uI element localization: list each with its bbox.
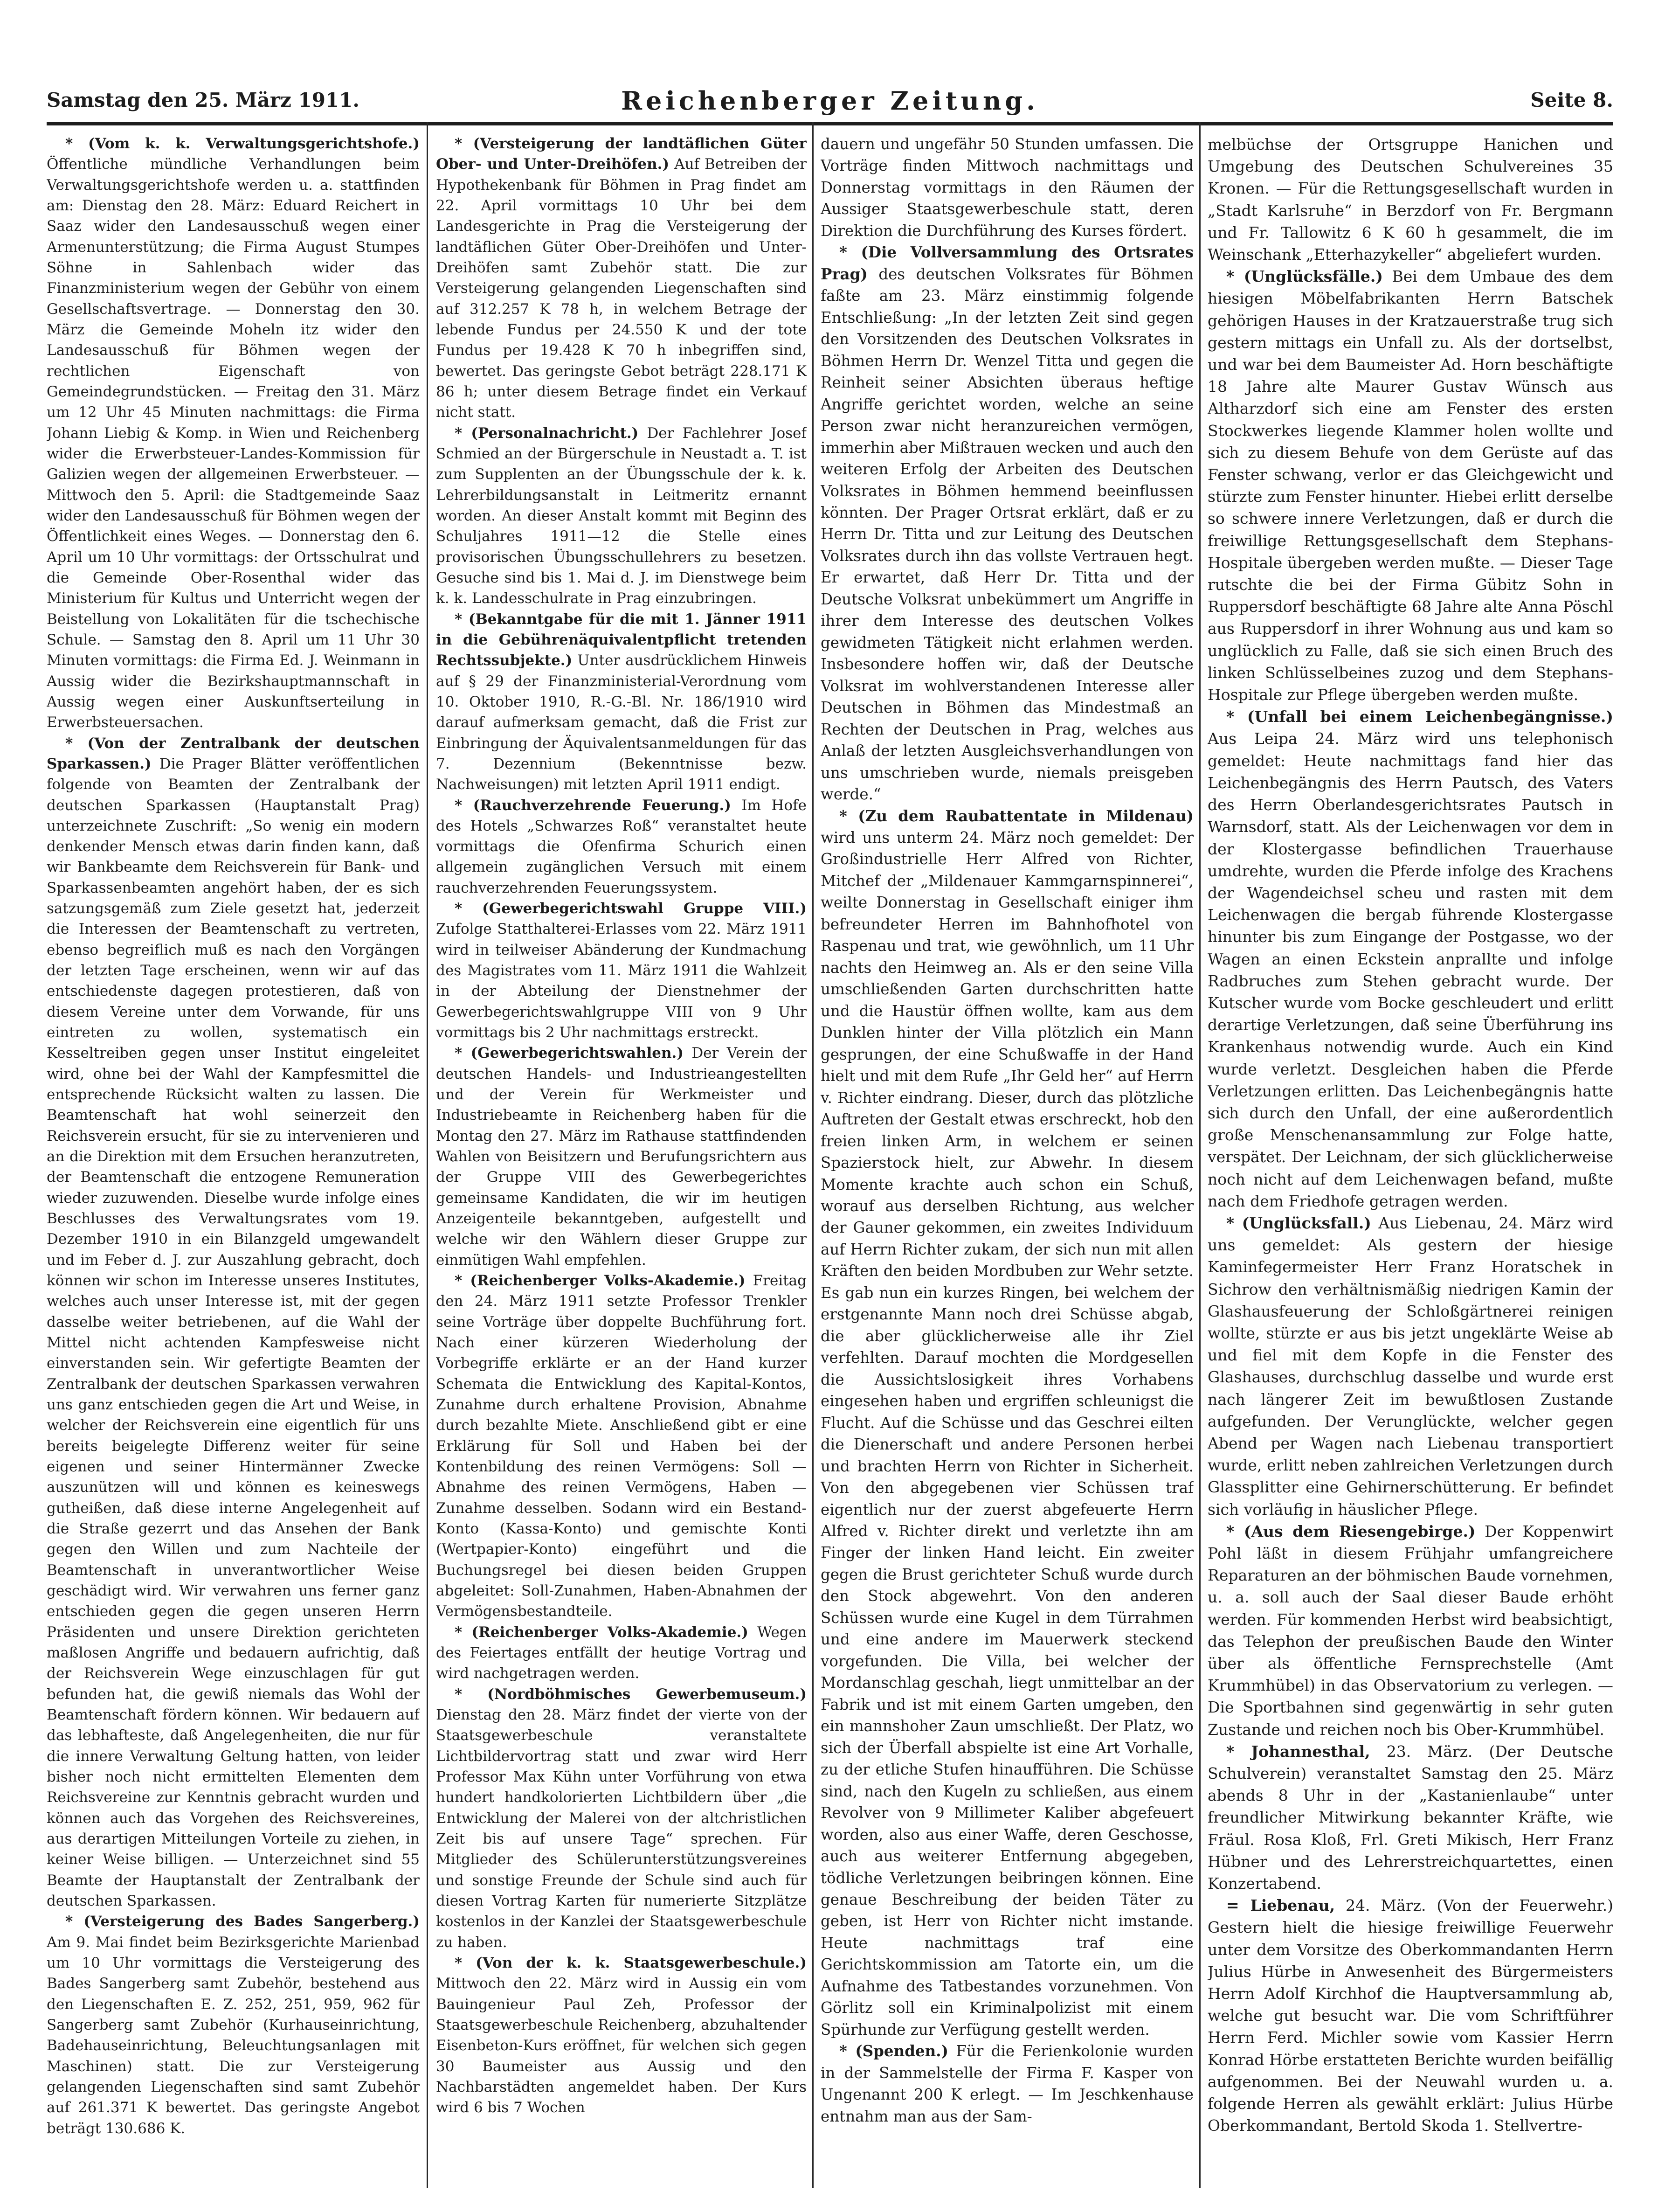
article-heading: * (Reichenberger Volks-Akademie.) [455, 1623, 748, 1641]
article-body: Öffentliche mündliche Verhandlungen beim Verwaltungsgerichtshofe werden u. a. stattfinden am: Dienstag den 28. März: Eduard Reichert in Saaz wider den Landesausschuß wegen einer Armenunterstützung; die Firma August Stumpes Söhne in Sahlenbach wider das Finanzministerium wegen der Gebühr von einem Gesellschaftsvertrage. — Donnerstag den 30. März die Gemeinde Moheln itz wider den Landesausschuß für Böhmen wegen der rechtlichen Eigenschaft von Gemeindegrundstücken. — Freitag den 31. März um 12 Uhr 45 Minuten nachmittags: die Firma Johann Liebig & Komp. in Wien und Reichenberg wider die Erwerbsteuer-Landes-Kommission für Galizien wegen der allgemeinen Erwerbsteuer. — Mittwoch den 5. April: die Stadtgemeinde Saaz wider den Landesausschuß für Böhmen wegen der Öffentlichkeit eines Weges. — Donnerstag den 6. April um 10 Uhr vormittags: der Ortsschulrat und die Gemeinde Ober-Rosenthal wider das Ministerium für Kultus und Unterricht wegen der Beistellung von Lokalitäten für die tschechische Schule. — Samstag den 8. April um 11 Uhr 30 Minuten vormittags: die Firma Ed. J. Weinmann in Aussig wider die Bezirkshauptmannschaft in Aussig wegen einer Auskunftserteilung in Erwerbsteuersachen. [47, 156, 420, 731]
article-body: melbüchse der Ortsgruppe Hanichen und Umgebung des Deutschen Schulvereines 35 Kronen. — Für die Rettungsgesellschaft wurden in „Stadt Karlsruhe“ in Berzdorf von Fr. Bergmann und Fr. Tallowitz 6 K 60 h gesammelt, die im Weinschank „Etterhazykeller“ abgeliefert wurden. [1208, 135, 1613, 264]
article-body: 23. März. (Der Deutsche Schulverein) veranstaltet Samstag den 25. März abends 8 Uhr in der „Kastanienlaube“ unter freundlicher Mitwirkung bekannter Kräfte, wie Fräul. Rosa Kloß, Frl. Greti Mikisch, Herr Franz Hübner und des Lehrerstreichquartettes, einen Konzertabend. [1208, 1742, 1613, 1893]
news-article [436, 1622, 807, 1684]
news-article [436, 898, 807, 1043]
article-heading: * (Zu dem Raubattentate in Mildenau) [839, 806, 1194, 825]
news-article [436, 133, 807, 423]
newspaper-title: Reichenberger Zeitung. [621, 86, 1039, 116]
article-heading: * (Personalnachricht.) [455, 424, 639, 442]
news-article [1208, 1520, 1613, 1740]
article-heading: * (Rauchverzehrende Feuerung.) [455, 797, 731, 814]
article-body: Der Verein der deutschen Handels- und Industrieangestellten und der Verein für Werkmeister und Industriebeamte in Reichenberg haben für die Montag den 27. März im Rathause stattfindenden Wahlen von Beisitzern und Berufungsrichtern aus der Gruppe VIII des Gewerbegerichtes gemeinsame Kandidaten, die wir im heutigen Anzeigenteile bekanntgeben, aufgestellt und welche wir den Wählern dieser Gruppe zur einmütigen Wahl empfehlen. [436, 1045, 807, 1269]
article-body: Dienstag den 28. März findet der vierte von der Staatsgewerbeschule veranstaltete Lichtbildervortrag statt und zwar wird Herr Professor Max Kühn unter Vorführung von etwa hundert handkolorierten Lichtbildern über „die Entwicklung der Malerei von der altchristlichen Zeit bis auf unsere Tage“ sprechen. Für Mitglieder des Schülerunterstützungsvereines und sonstige Freunde der Schule sind auch für diesen Vortrag Karten für numerierte Sitzplätze kostenlos in der Kanzlei der Staatsgewerbeschule zu haben. [436, 1706, 807, 1951]
article-heading: * Johannesthal, [1226, 1742, 1370, 1761]
article-heading: * (Gewerbegerichtswahl Gruppe VIII.) [455, 900, 807, 917]
news-article [1208, 1894, 1613, 2136]
text-column-1 [47, 133, 420, 2181]
article-body: des deutschen Volksrates für Böhmen faßte am 23. März einstimmig folgende Entschließung: „In der letzten Zeit sind gegen den Vorsitzenden des Deutschen Volksrates in Böhmen Herrn Dr. Wenzel Titta und gegen die Reinheit seiner Absichten überaus heftige Angriffe gerichtet worden, welche an seine Person zwar nicht heranzureichen vermögen, immerhin aber Mißtrauen wecken und auch den weiteren Erfolg der Arbeiten des Deutschen Volksrates in Böhmen hemmend beeinflussen könnten. Der Prager Ortsrat erklärt, daß er zu Herrn Dr. Titta und zur Leitung des Deutschen Volksrates durch ihn das vollste Vertrauen hegt. Er erwartet, daß Herr Dr. Titta und der Deutsche Volksrat unbekümmert um Angriffe in ihrer dem Interesse des deutschen Volkes gewidmeten Tätigkeit nicht erlahmen werden. Insbesondere hoffen wir, daß der Deutsche Volksrat im wohlverstandenen Interesse aller Deutschen in Böhmen das Mindestmaß an Rechten der Deutschen in Prag, welches aus Anlaß der letzten Ausgleichsverhandlungen von uns umschrieben wurde, niemals preisgeben werde.“ [821, 265, 1194, 804]
article-body: Im Hofe des Hotels „Schwarzes Roß“ veranstaltet heute vormittags die Ofenfirma Schurich einen allgemein zugänglichen Versuch mit einem rauchverzehrenden Feuerungssystem. [436, 797, 807, 896]
news-article [47, 133, 420, 733]
news-article [1208, 133, 1613, 265]
header-date: Samstag den 25. März 1911. [47, 89, 359, 111]
article-body: Unter ausdrücklichem Hinweis auf § 29 der Finanzministerial-Verordnung vom 10. Oktober 1910, R.-G.-Bl. Nr. 186/1910 wird darauf aufmerksam gemacht, daß die Frist zur Einbringung der Äquivalentsanmeldungen für das 7. Dezennium (Bekenntnisse bezw. Nachweisungen) mit letzten April 1911 endigt. [436, 652, 807, 793]
header-rule [47, 122, 1613, 125]
news-article [436, 1953, 807, 2118]
news-article [821, 133, 1194, 242]
article-body: Bei dem Umbaue des dem hiesigen Möbelfabrikanten Herrn Batschek gehörigen Hauses in der Kratzauerstraße trug sich gestern mittags ein Unfall zu. Als der dortselbst, und war bei dem Baumeister Ad. Horn beschäftigte 18 Jahre alte Maurer Gustav Wünsch aus Altharzdorf sich eine am Fenster des ersten Stockwerkes liegende Klammer holen wollte und sich zu diesem Behufe von dem Gerüste auf das Fenster schwang, verlor er das Gleichgewicht und stürzte zum Fenster hinunter. Hiebei erlitt derselbe so schwere innere Verletzungen, daß er durch die freiwillige Rettungsgesellschaft dem Stephans-Hospitale übergeben werden mußte. — Dieser Tage rutschte die bei der Firma Gübitz Sohn in Ruppersdorf beschäftigte 68 Jahre alte Anna Pöschl aus Ruppersdorf in ihrer Wohnung aus und kam so unglücklich zu Falle, daß sie sich einen Bruch des linken Schlüsselbeines zuzog und dem Stephans-Hospitale zur Pflege übergeben werden mußte. [1208, 267, 1613, 704]
text-column-4 [1208, 133, 1613, 2181]
article-body: Der Fachlehrer Josef Schmied an der Bürgerschule in Neustadt a. T. ist zum Supplenten an der Übungsschule der k. k. Lehrerbildungsanstalt in Leitmeritz ernannt worden. An dieser Anstalt kommt mit Beginn des Schuljahres 1911—12 die Stelle eines provisorischen Übungsschullehrers zu besetzen. Gesuche sind bis 1. Mai d. J. im Dienstwege beim k. k. Landesschulrate in Prag einzubringen. [436, 424, 807, 607]
news-article [821, 2040, 1194, 2127]
article-body: Zufolge Statthalterei-Erlasses vom 22. März 1911 wird in teilweiser Abänderung der Kundmachung des Magistrates vom 11. März 1911 die Wahlzeit in der Abteilung der Dienstnehmer der Gewerbegerichtswahlgruppe VIII von 9 Uhr vormittags bis 2 Uhr nachmittags erstreckt. [436, 921, 807, 1041]
article-heading: * (Reichenberger Volks-Akademie.) [455, 1272, 746, 1290]
news-article [436, 1043, 807, 1270]
article-body: Für die Ferienkolonie wurden in der Sammelstelle der Firma F. Kasper von Ungenannt 200 K erlegt. — Im Jeschkenhause entnahm man aus der Sam- [821, 2042, 1194, 2125]
article-heading: * (Bekanntgabe für die mit 1. Jänner 1911 in die Gebührenäquivalentpflicht tretenden Rechtssubjekte.) [436, 610, 807, 669]
page-header [47, 86, 1613, 118]
news-article [47, 1911, 420, 2139]
article-heading: * (Unfall bei einem Leichenbegängnisse.) [1226, 707, 1613, 726]
article-heading: = Liebenau, [1226, 1896, 1335, 1915]
article-body: Aus Leipa 24. März wird uns telephonisch gemeldet: Heute nachmittags fand hier das Leichenbegängnis des Herrn Pautsch, des Vaters des Herrn Oberlandesgerichtsrates Pautsch in Warnsdorf, statt. Als der Leichenwagen vor dem in der Klostergasse befindlichen Trauerhause umdrehte, wurden die Pferde infolge des Krachens der Wagendeichsel scheu und rasten mit dem Leichenwagen die bergab führende Klostergasse hinunter bis zum Eingange der Postgasse, wo der Wagen an einen Eckstein anprallte und infolge Radbruches zum Stehen gebracht wurde. Der Kutscher wurde vom Bocke geschleudert und erlitt derartige Verletzungen, daß seine Überführung ins Krankenhaus notwendig wurde. Auch ein Kind wurde verletzt. Desgleichen haben die Pferde Verletzungen erlitten. Das Leichenbegängnis hatte sich durch den Unfall, der eine außerordentlich große Menschenansammlung zur Folge hatte, verspätet. Der Leichnam, der sich glücklicherweise noch nicht auf dem Leichenwagen befand, mußte nach dem Friedhofe getragen werden. [1208, 729, 1613, 1210]
news-article [1208, 265, 1613, 706]
article-body: Freitag den 24. März 1911 setzte Professor Trenkler seine Vorträge über doppelte Buchführung fort. Nach einer kürzeren Wiederholung der Vorbegriffe erklärte er an der Hand kurzer Schemata die Entwicklung des Kapital-Kontos, Zunahme durch erhaltene Provision, Abnahme durch bezahlte Miete. Anschließend gibt er eine Erklärung für Soll und Haben bei der Kontenbildung des reinen Vermögens: Soll — Abnahme des reinen Vermögens, Haben — Zunahme desselben. Sodann wird ein Bestand-Konto (Kassa-Konto) und gemischte Konti (Wertpapier-Konto) eingeführt und die Buchungsregel bei diesen beiden Gruppen abgeleitet: Soll-Zunahmen, Haben-Abnahmen der Vermögensbestandteile. [436, 1272, 807, 1620]
text-column-2 [436, 133, 807, 2181]
column-divider [812, 122, 814, 2188]
news-article [436, 1684, 807, 1953]
article-body: wird uns unterm 24. März noch gemeldet: Der Großindustrielle Herr Alfred von Richter, Mitchef der „Mildenauer Kammgarnspinnerei“, weilte Donnerstag in Gesellschaft einiger ihm befreundeter Herren im Bahnhofhotel von Raspenau und trat, wie gewöhnlich, um 11 Uhr nachts den Heimweg an. Als er den seine Villa umschließenden Garten durchschritten hatte und die Haustür öffnen wollte, kam aus dem Dunklen hinter der Villa plötzlich ein Mann gesprungen, der eine Schußwaffe in der Hand hielt und mit dem Rufe „Ihr Geld her“ auf Herrn v. Richter eindrang. Dieser, durch das plötzliche Auftreten der Gestalt etwas erschreckt, hob den freien linken Arm, in welchem er seinen Spazierstock hielt, zur Abwehr. In diesem Momente krachte auch schon ein Schuß, worauf aus derselben Richtung, aus welcher der Gauner gekommen, ein zweites Individuum auf Herrn Richter zukam, der sich nun mit allen Kräften den beiden Mordbuben zur Wehr setzte. Es gab nun ein kurzes Ringen, bei welchem der erstgenannte Mann noch drei Schüsse abgab, die aber glücklicherweise alle ihr Ziel verfehlten. Darauf mochten die Mordgesellen die Aussichtslosigkeit ihres Vorhabens eingesehen haben und ergriffen schleunigst die Flucht. Auf die Schüsse und das Geschrei eilten die Dienerschaft und andere Personen herbei und brachten Herrn von Richter in Sicherheit. Von den abgegebenen vier Schüssen traf eigentlich nur der zuerst abgefeuerte Herrn Alfred v. Richter direkt und verletzte ihn am Finger der linken Hand leicht. Ein zweiter gegen die Brust gerichteter Schuß wurde durch den Stock abgewehrt. Von den anderen Schüssen wurde eine Kugel in dem Türrahmen und eine andere im Mauerwerk steckend vorgefunden. Die Villa, bei welcher der Mordanschlag geschah, liegt unmittelbar an der Fabrik und ist mit einem Garten umgeben, den ein mannshoher Zaun umschließt. Der Platz, wo sich der Überfall abspielte ist eine Art Vorhalle, zu der etliche Stufen hinaufführen. Die Schüsse sind, nach den Kugeln zu schließen, aus einem Revolver von 9 Millimeter Kaliber abgefeuert worden, also aus einer Waffe, deren Geschosse, auch aus weiterer Entfernung abgegeben, tödliche Verletzungen beibringen können. Eine genaue Beschreibung der beiden Täter zu geben, ist Herr von Richter nicht imstande. Heute nachmittags traf eine Gerichtskommission am Tatorte ein, um die Aufnahme des Tatbestandes vorzunehmen. Von Görlitz soll ein Kriminalpolizist mit einem Spürhunde zur Verfügung gestellt werden. [821, 829, 1194, 2039]
article-heading: * (Gewerbegerichtswahlen.) [455, 1045, 684, 1062]
article-heading: * (Von der k. k. Staatsgewerbeschule.) [455, 1954, 807, 1971]
article-heading: * (Versteigerung der landtäflichen Güter Ober- und Unter-Dreihöfen.) [436, 135, 807, 173]
news-article [821, 805, 1194, 2041]
article-heading: * (Vom k. k. Verwaltungsgerichtshofe.) [65, 135, 420, 152]
page-number: Seite 8. [1530, 89, 1613, 111]
article-heading: * (Spenden.) [839, 2042, 948, 2060]
news-article [1208, 1740, 1613, 1894]
text-column-3 [821, 133, 1194, 2181]
article-heading: * (Die Vollversammlung des Ortsrates Prag) [821, 243, 1194, 283]
article-heading: * (Nordböhmisches Gewerbemuseum.) [455, 1685, 807, 1703]
article-body: Mittwoch den 22. März wird in Aussig ein vom Bauingenieur Paul Zeh, Professor der Staatsgewerbeschule Reichenberg, abzuhaltender Eisenbeton-Kurs eröffnet, für welchen sich gegen 30 Baumeister aus Aussig und den Nachbarstädten angemeldet haben. Der Kurs wird 6 bis 7 Wochen [436, 1975, 807, 2116]
news-article [1208, 706, 1613, 1212]
news-article [436, 1270, 807, 1622]
news-article [1208, 1212, 1613, 1520]
article-body: Auf Betreiben der Hypothekenbank für Böhmen in Prag findet am 22. April vormittags 10 Uhr bei dem Landesgerichte in Prag die Versteigerung der landtäflichen Güter Ober-Dreihöfen und Unter-Dreihöfen samt Zubehör statt. Die zur Versteigerung gelangenden Liegenschaften sind auf 312.257 K 78 h, in welchem Betrage der lebende Fundus per 24.550 K und der tote Fundus per 19.428 K 70 h inbegriffen sind, bewertet. Das geringste Gebot beträgt 228.171 K 86 h; unter diesem Betrage findet ein Verkauf nicht statt. [436, 156, 807, 421]
article-heading: * (Unglücksfälle.) [1226, 267, 1383, 286]
article-body: dauern und ungefähr 50 Stunden umfassen. Die Vorträge finden Mittwoch nachmittags und Donnerstag vormittags in den Räumen der Aussiger Staatsgewerbeschule statt, deren Direktion die Durchführung des Kurses fördert. [821, 135, 1194, 240]
article-body: 24. März. (Von der Feuerwehr.) Gestern hielt die hiesige freiwillige Feuerwehr unter dem Vorsitze des Oberkommandanten Herrn Julius Hürbe in Anwesenheit des Bürgermeisters Herrn Adolf Kirchhof die Hauptversammlung ab, welche gut besucht war. Die vom Schriftführer Herrn Ferd. Michler sowie vom Kassier Herrn Konrad Hörbe erstatteten Berichte wurden beifällig aufgenommen. Bei der Neuwahl wurden u. a. folgende Herren als gewählt erklärt: Julius Hürbe Oberkommandant, Bertold Skoda 1. Stellvertre- [1208, 1896, 1613, 2135]
column-divider [427, 122, 428, 2188]
news-article [821, 242, 1194, 805]
article-heading: * (Unglücksfall.) [1226, 1213, 1371, 1232]
news-article [436, 609, 807, 795]
article-body: Aus Liebenau, 24. März wird uns gemeldet: Als gestern der hiesige Kaminfegermeister Herr Franz Horatschek in Sichrow den verhältnismäßig niedrigen Kamin der Glashausfeuerung der Schloßgärtnerei reinigen wollte, stürzte er aus bis jetzt ungeklärte Weise ab und fiel mit dem Kopfe in die Fenster des Glashauses, durchschlug dasselbe und wurde erst nach längerer Zeit im bewußtlosen Zustande aufgefunden. Der Verunglückte, welcher gegen Abend per Wagen nach Liebenau transportiert wurde, erlitt neben zahlreichen Verletzungen durch Glassplitter eine Gehirnerschütterung. Er befindet sich vorläufig in häuslicher Pflege. [1208, 1213, 1613, 1519]
article-heading: * (Versteigerung des Bades Sangerberg.) [65, 1913, 420, 1930]
news-article [436, 795, 807, 899]
article-body: Am 9. Mai findet beim Bezirksgerichte Marienbad um 10 Uhr vormittags die Versteigerung des Bades Sangerberg samt Zubehör, bestehend aus den Liegenschaften E. Z. 252, 251, 959, 962 für Sangerberg samt Zubehör (Kurhauseinrichtung, Badehauseinrichtung, Beleuchtungsanlagen mit Maschinen) statt. Die zur Versteigerung gelangenden Liegenschaften sind samt Zubehör auf 261.371 K bewertet. Das geringste Angebot beträgt 130.686 K. [47, 1934, 420, 2137]
column-divider [1199, 122, 1201, 2188]
article-body: Der Koppenwirt Pohl läßt in diesem Frühjahr umfangreichere Reparaturen an der böhmischen Baude vornehmen, u. a. soll auch der Saal dieser Baude erhöht werden. Für kommenden Herbst wird beabsichtigt, das Telephon der preußischen Baude den Winter über als öffentliche Fernsprechstelle (Amt Krummhübel) in das Observatorium zu verlegen. — Die Sportbahnen sind gegenwärtig in sehr guten Zustande und reichen noch bis Ober-Krummhübel. [1208, 1522, 1613, 1739]
article-heading: * (Aus dem Riesengebirge.) [1226, 1522, 1476, 1540]
article-body: Wegen des Feiertages entfällt der heutige Vortrag und wird nachgetragen werden. [436, 1623, 807, 1682]
news-article [436, 423, 807, 609]
article-body: Die Prager Blätter veröffentlichen folgende von Beamten der Zentralbank der deutschen Sparkassen (Hauptanstalt Prag) unterzeichnete Zuschrift: „So wenig ein modern denkender Mensch etwas darin finden kann, daß wir Bankbeamte dem Reichsverein für Bank- und Sparkassenbeamten angehört haben, der es sich satzungsgemäß zum Ziele gesetzt hat, jederzeit die Interessen der Beamtenschaft zu vertreten, ebenso begreiflich muß es nach den Vorgängen der letzten Tage erscheinen, wenn wir auf das entschiedenste dagegen protestieren, daß von diesem Vereine unter dem Vorwande, für uns eintreten zu wollen, systematisch ein Kesseltreiben gegen unser Institut eingeleitet wird, ohne bei der Wahl der Kampfesmittel die entsprechende Rücksicht walten zu lassen. Die Beamtenschaft hat wohl seinerzeit den Reichsverein ersucht, für sie zu intervenieren und an die Direktion mit dem Ersuchen heranzutreten, der Beamtenschaft die entzogene Remuneration wieder zuzuwenden. Dieselbe wurde infolge eines Beschlusses des Verwaltungsrates vom 19. Dezember 1910 in ein Bilanzgeld umgewandelt und im Feber d. J. zur Auszahlung gebracht, doch können wir schon im Interesse unseres Institutes, welches auch unser Interesse ist, mit der gegen dasselbe weiter betriebenen, auf die Wahl der Mittel nicht achtenden Kampfesweise nicht einverstanden sein. Wir gefertigte Beamten der Zentralbank der deutschen Sparkassen verwahren uns ganz entschieden gegen die Art und Weise, in welcher der Reichsverein eine eigentlich für uns bereits beigelegte Differenz weiter für seine eigenen und seiner Hintermänner Zwecke auszunützen will und können es keineswegs gutheißen, daß diese interne Angelegenheit auf die Straße gezerrt und das Ansehen der Bank gegen den Willen und zum Nachteile der Beamtenschaft in unverantwortlicher Weise geschädigt wird. Wir verwahren uns ferner ganz entschieden gegen die gegen unseren Herrn Präsidenten und unsere Direktion gerichteten maßlosen Angriffe und bedauern aufrichtig, daß der Reichsverein Wege einzuschlagen für gut befunden hat, die gewiß niemals das Wohl der Beamtenschaft fördern können. Wir bedauern auf das lebhafteste, daß Angelegenheiten, die nur für die innere Verwaltung Geltung hatten, von leider bisher noch nicht ermittelten Elementen dem Reichsvereine zur Kenntnis gebracht wurden und können auch das Vorgehen des Reichsvereines, aus derartigen Mitteilungen Vorteile zu ziehen, in keiner Weise billigen. — Unterzeichnet sind 55 Beamte der Hauptanstalt der Zentralbank der deutschen Sparkassen. [47, 755, 420, 1909]
news-article [47, 733, 420, 1912]
article-heading: * (Von der Zentralbank der deutschen Sparkassen.) [47, 735, 420, 772]
